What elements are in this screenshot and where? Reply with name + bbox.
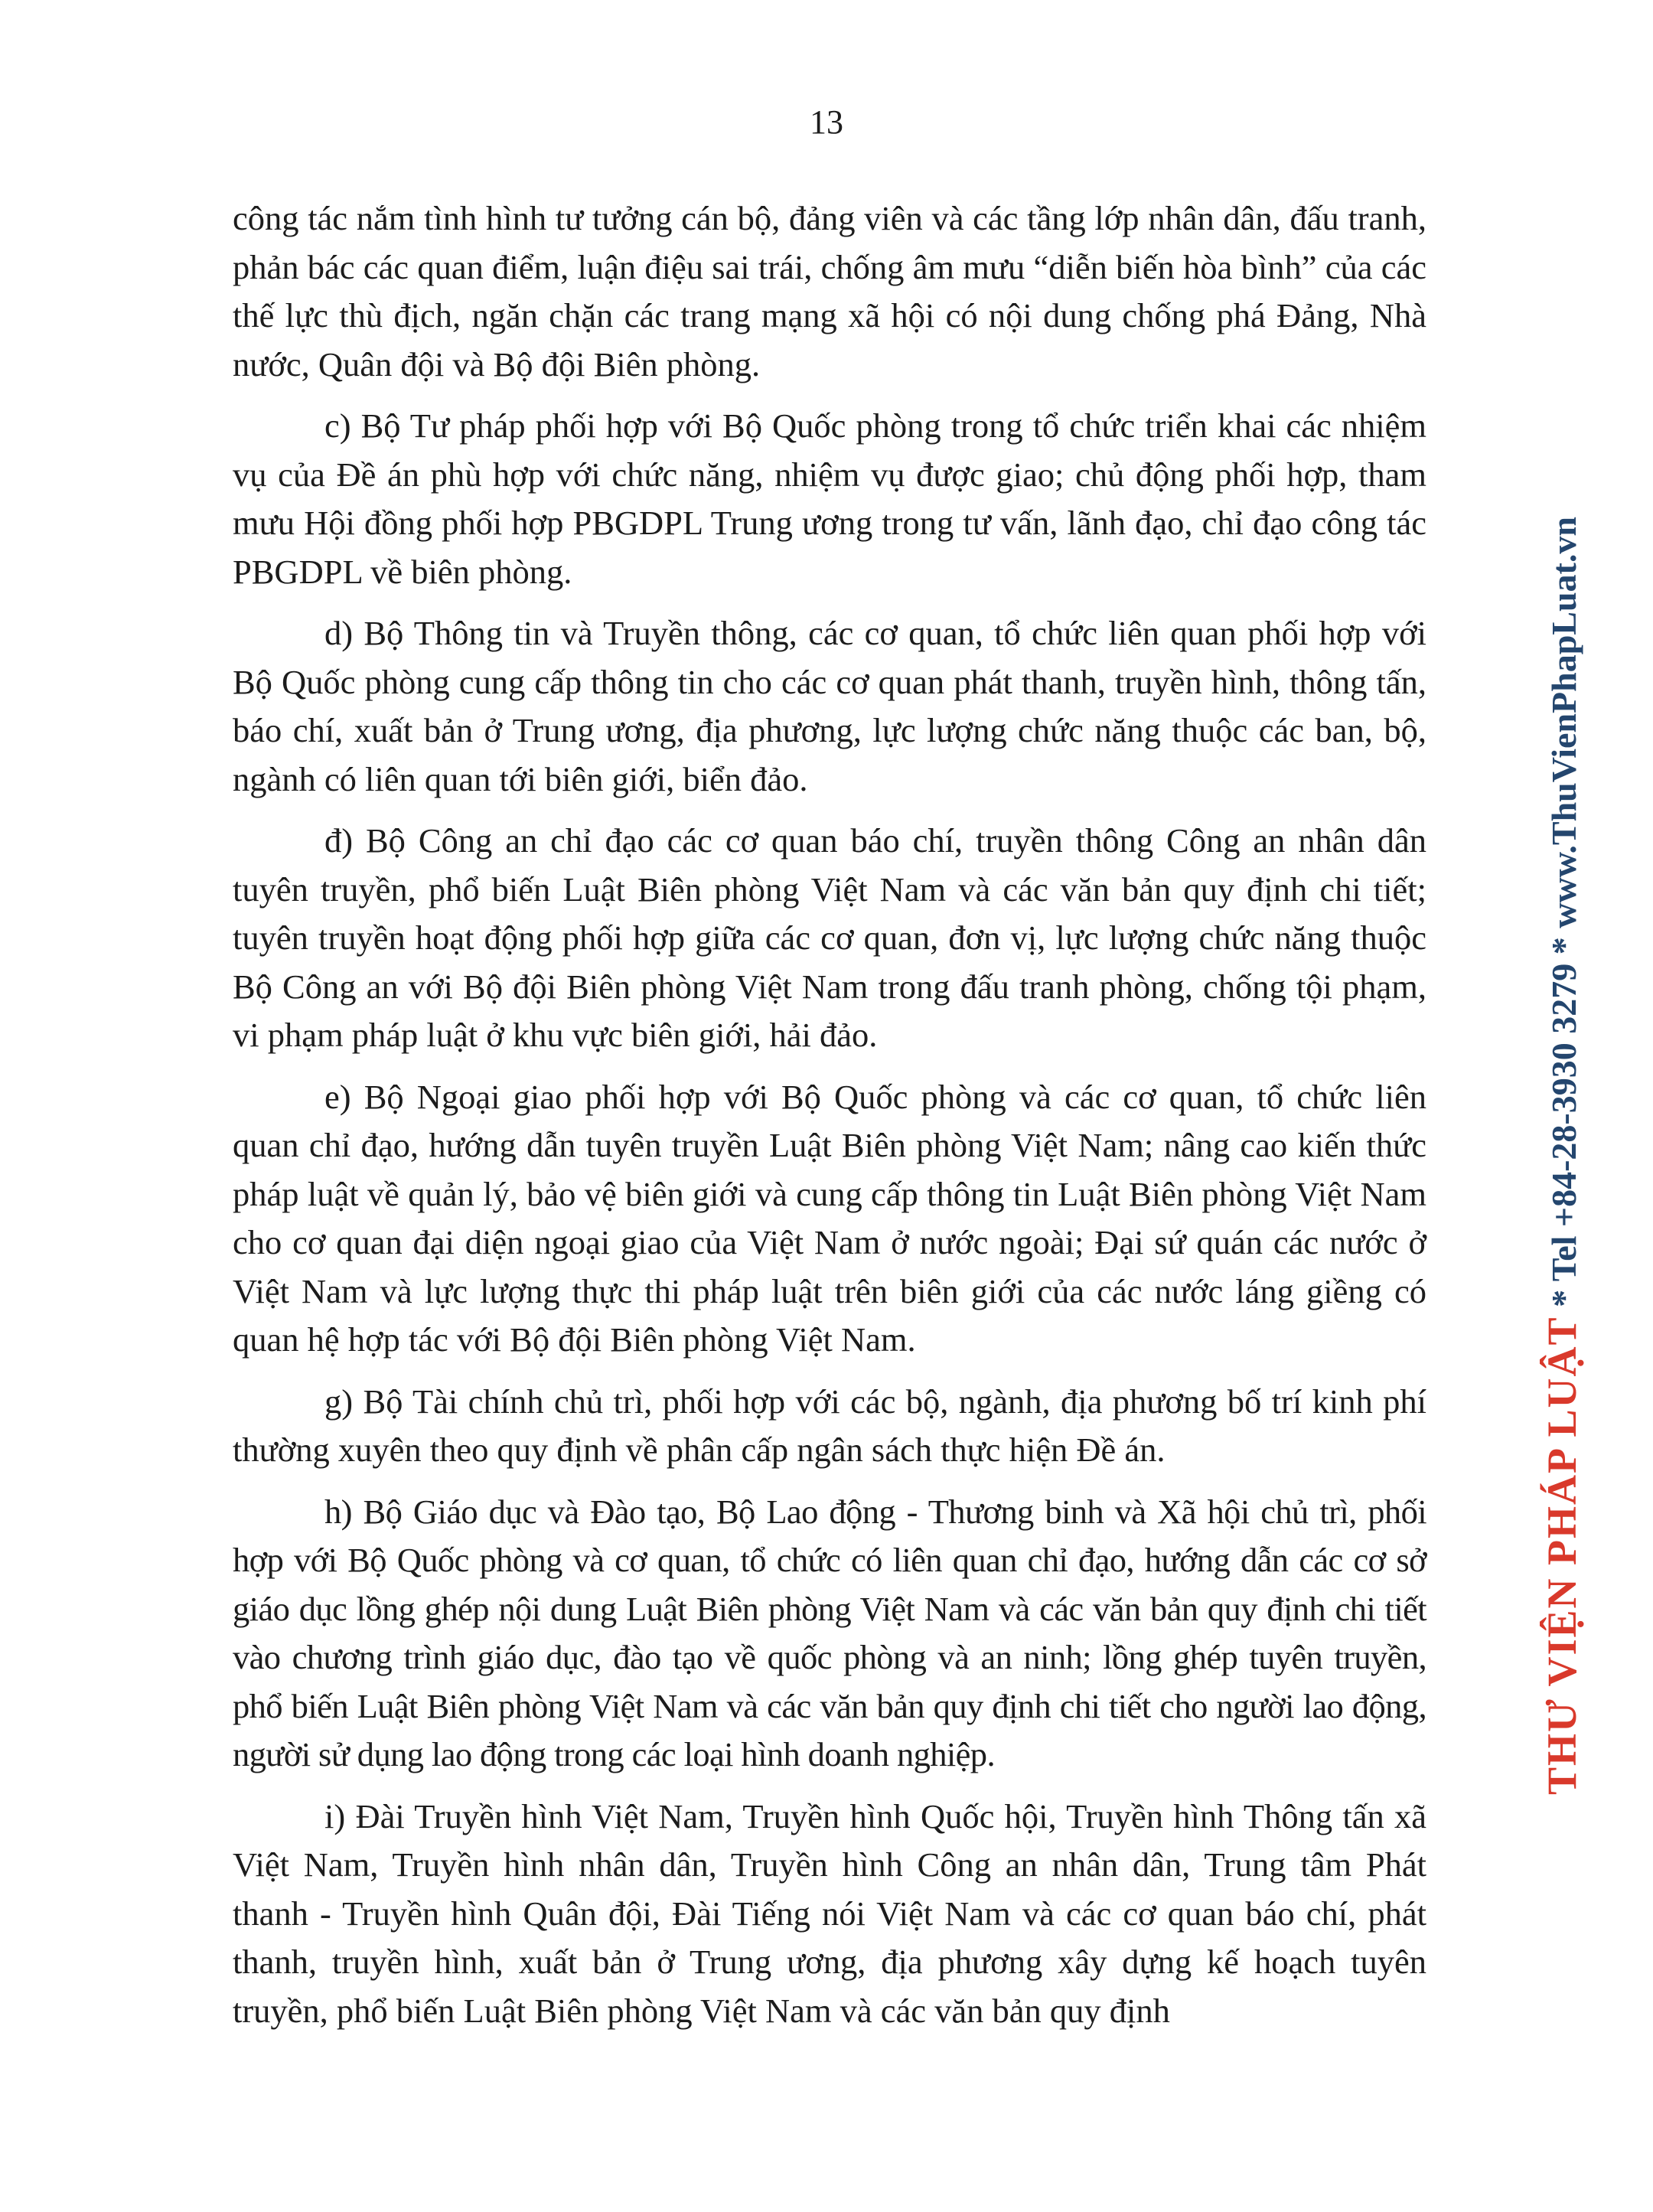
side-watermark — [1539, 517, 1585, 1795]
paragraph-h: h) Bộ Giáo dục và Đào tạo, Bộ Lao động - Thương binh và Xã hội chủ trì, phối hợp với Bộ Quốc phòng và cơ quan, tổ chức có liên quan chỉ đạo, hướng dẫn các cơ sở giáo dục lồng ghép nội dung Luật Biên phòng Việt Nam và các văn bản quy định chi tiết vào chương trình giáo dục, đào tạo về quốc phòng và an ninh; lồng ghép tuyên truyền, phổ biến Luật Biên phòng Việt Nam và các văn bản quy định chi tiết cho người lao động, người sử dụng lao động trong các loại hình doanh nghiệp. — [233, 1492, 1426, 1773]
watermark-website: www.ThuVienPhapLuat.vn — [1544, 517, 1583, 928]
page-number: 13 — [810, 103, 843, 141]
watermark-separator-1: * — [1544, 1289, 1583, 1307]
paragraph-dd: đ) Bộ Công an chỉ đạo các cơ quan báo chí, truyền thông Công an nhân dân tuyên truyền, phổ biến Luật Biên phòng Việt Nam và các văn bản quy định chi tiết; tuyên truyền hoạt động phối hợp giữa các cơ quan, đơn vị, lực lượng chức năng thuộc Bộ Công an với Bộ đội Biên phòng Việt Nam trong đấu tranh phòng, chống tội phạm, vi phạm pháp luật ở khu vực biên giới, hải đảo. — [233, 821, 1426, 1054]
paragraph-d: d) Bộ Thông tin và Truyền thông, các cơ quan, tổ chức liên quan phối hợp với Bộ Quốc phòng cung cấp thông tin cho các cơ quan phát thanh, truyền hình, thông tấn, báo chí, xuất bản ở Trung ương, địa phương, lực lượng chức năng thuộc các ban, bộ, ngành có liên quan tới biên giới, biển đảo. — [233, 614, 1426, 798]
watermark-phone: Tel +84-28-3930 3279 — [1544, 963, 1583, 1282]
paragraph-i: i) Đài Truyền hình Việt Nam, Truyền hình Quốc hội, Truyền hình Thông tấn xã Việt Nam, Truyền hình nhân dân, Truyền hình Công an nhân dân, Trung tâm Phát thanh - Truyền hình Quân đội, Đài Tiếng nói Việt Nam và các cơ quan báo chí, phát thanh, truyền hình, xuất bản ở Trung ương, địa phương xây dựng kế hoạch tuyên truyền, phổ biến Luật Biên phòng Việt Nam và các văn bản quy định — [233, 1796, 1426, 2030]
watermark-brand: THƯ VIỆN PHÁP LUẬT — [1539, 1316, 1585, 1795]
watermark-separator-2: * — [1544, 937, 1583, 955]
document-body — [233, 194, 1426, 2048]
paragraph-c: c) Bộ Tư pháp phối hợp với Bộ Quốc phòng trong tổ chức triển khai các nhiệm vụ của Đề án phù hợp với chức năng, nhiệm vụ được giao; chủ động phối hợp, tham mưu Hội đồng phối hợp PBGDPL Trung ương trong tư vấn, lãnh đạo, chỉ đạo công tác PBGDPL về biên phòng. — [233, 406, 1426, 591]
paragraph-g: g) Bộ Tài chính chủ trì, phối hợp với các bộ, ngành, địa phương bố trí kinh phí thường xuyên theo quy định về phân cấp ngân sách thực hiện Đề án. — [233, 1382, 1426, 1469]
paragraph-e: e) Bộ Ngoại giao phối hợp với Bộ Quốc phòng và các cơ quan, tổ chức liên quan chỉ đạo, hướng dẫn tuyên truyền Luật Biên phòng Việt Nam; nâng cao kiến thức pháp luật về quản lý, bảo vệ biên giới và cung cấp thông tin Luật Biên phòng Việt Nam cho cơ quan đại diện ngoại giao của Việt Nam ở nước ngoài; Đại sứ quán các nước ở Việt Nam và lực lượng thực thi pháp luật trên biên giới của các nước láng giềng có quan hệ hợp tác với Bộ đội Biên phòng Việt Nam. — [233, 1077, 1426, 1359]
paragraph-continuation: công tác nắm tình hình tư tưởng cán bộ, đảng viên và các tầng lớp nhân dân, đấu tranh, phản bác các quan điểm, luận điệu sai trái, chống âm mưu “diễn biến hòa bình” của các thế lực thù địch, ngăn chặn các trang mạng xã hội có nội dung chống phá Đảng, Nhà nước, Quân đội và Bộ đội Biên phòng. — [233, 199, 1426, 383]
